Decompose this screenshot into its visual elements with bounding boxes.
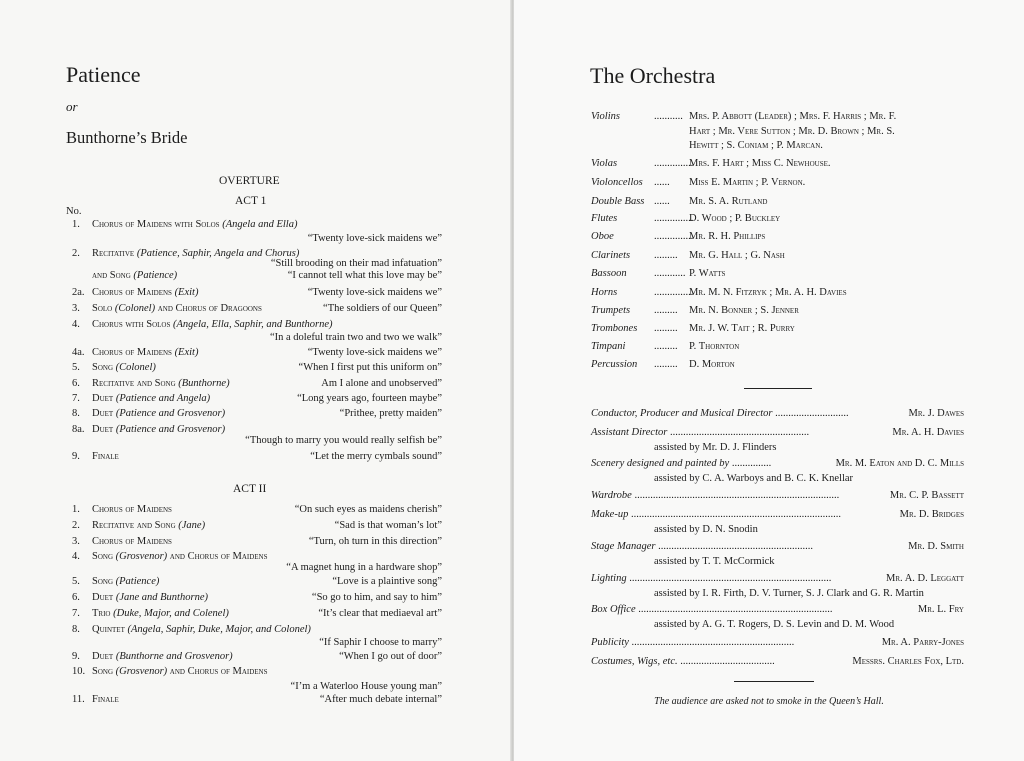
item-description-part: Chorus of Maidens	[92, 347, 175, 358]
item-quote: “Love is a plaintive song”	[332, 576, 442, 587]
item-number: 9.	[72, 651, 80, 662]
item-description-part: Duet	[92, 651, 116, 662]
item-description-part: and Chorus of Dragoons	[157, 303, 262, 314]
instrument-name: Violas	[591, 158, 618, 169]
item-number: 11.	[72, 694, 85, 705]
item-description-part: Duet	[92, 408, 116, 419]
staff-role-line	[591, 541, 813, 552]
item-number: 5.	[72, 362, 80, 373]
instrument-name: Double Bass	[591, 196, 645, 207]
item-description-part: (Patience and Grosvenor)	[115, 424, 226, 435]
item-description-part: (Jane)	[178, 520, 206, 531]
dot-leader: .....................................................	[667, 427, 810, 438]
item-number: 8.	[72, 624, 80, 635]
item-number: 6.	[72, 592, 80, 603]
item-description-part: (Jane and Bunthorne)	[115, 592, 208, 603]
item-quote: “Let the merry cymbals sound”	[310, 451, 442, 462]
item-description-part: Chorus of Maidens	[92, 287, 175, 298]
item-description-part: Duet	[92, 393, 116, 404]
dot-leader: ...............	[654, 158, 694, 169]
staff-role: Scenery designed and painted by	[591, 458, 730, 469]
item-description-part: Song	[92, 576, 116, 587]
item-quote: “On such eyes as maidens cherish”	[294, 504, 442, 515]
staff-name: Mr. D. Smith	[908, 541, 964, 552]
item-number: 4.	[72, 319, 80, 330]
item-description-part: (Angela, Saphir, Duke, Major, and Colonel)	[127, 624, 311, 635]
item-quote: “I cannot tell what this love may be”	[287, 270, 442, 281]
instrument-name: Violoncellos	[591, 177, 643, 188]
dot-leader: .........	[654, 323, 678, 334]
item-description-part: (Grosvenor)	[115, 551, 170, 562]
staff-assistants: assisted by A. G. T. Rogers, D. S. Levin and D. M. Wood	[654, 619, 895, 630]
staff-assistants: assisted by Mr. D. J. Flinders	[654, 442, 777, 453]
item-quote: Am I alone and unobserved”	[321, 378, 442, 389]
item-description	[92, 270, 177, 281]
item-quote: “When I first put this uniform on”	[298, 362, 442, 373]
item-description-part: (Grosvenor)	[115, 666, 170, 677]
player-names: Mr. R. H. Phillips	[689, 231, 766, 242]
player-names: P. Thornton	[689, 341, 740, 352]
item-description-part: (Duke, Major, and Colenel)	[113, 608, 229, 619]
player-names: Miss E. Martin ; P. Vernon.	[689, 177, 806, 188]
item-description-part: and Chorus of Maidens	[169, 666, 268, 677]
item-description-part: (Patience, Saphir, Angela and Chorus)	[136, 248, 300, 259]
dot-leader: ......	[654, 196, 670, 207]
page-title: Patience	[66, 62, 141, 87]
title-or: or	[66, 99, 78, 114]
player-names: Mr. M. N. Fitzryk ; Mr. A. H. Davies	[689, 287, 847, 298]
item-description-part: Recitative and Song	[92, 378, 179, 389]
item-number: 4.	[72, 551, 80, 562]
item-description-part: (Patience)	[133, 270, 178, 281]
item-description	[92, 651, 233, 662]
item-description	[92, 424, 225, 435]
item-description	[92, 536, 172, 547]
item-quote: “Twenty love-sick maidens we”	[307, 233, 442, 244]
dot-leader: ......	[654, 177, 670, 188]
dot-leader: ....................................	[677, 656, 775, 667]
item-description-part: (Exit)	[174, 287, 199, 298]
item-number: 6.	[72, 378, 80, 389]
instrument-name: Timpani	[591, 341, 626, 352]
instrument-name: Oboe	[591, 231, 614, 242]
dot-leader: ...............	[654, 287, 694, 298]
item-description	[92, 408, 225, 419]
item-quote: “It’s clear that mediaeval art”	[318, 608, 442, 619]
player-names: Hart ; Mr. Vere Sutton ; Mr. D. Brown ; Mr. S.	[689, 125, 895, 137]
number-label: No.	[66, 206, 82, 217]
item-quote: “When I go out of door”	[339, 651, 442, 662]
item-description	[92, 347, 198, 358]
dot-leader: ...........	[654, 111, 683, 122]
instrument-name: Trombones	[591, 323, 638, 334]
item-quote: “Twenty love-sick maidens we”	[307, 287, 442, 298]
item-description-part: Song	[92, 362, 116, 373]
item-description	[92, 576, 159, 587]
item-description	[92, 248, 299, 259]
staff-name: Mr. M. Eaton and D. C. Mills	[835, 458, 964, 469]
item-description-part: Finale	[92, 694, 119, 705]
item-quote: “Though to marry you would really selfish be”	[245, 435, 442, 446]
overture-heading: OVERTURE	[219, 175, 280, 187]
item-description	[92, 362, 156, 373]
staff-role: Wardrobe	[591, 490, 632, 501]
item-description	[92, 451, 119, 462]
instrument-name: Horns	[591, 287, 618, 298]
staff-role-line	[591, 637, 794, 648]
item-description	[92, 319, 333, 330]
item-quote: “If Saphir I choose to marry”	[319, 637, 442, 648]
dot-leader: ................................................................................	[628, 509, 841, 520]
item-description-part: Chorus of Maidens	[92, 536, 172, 547]
item-description	[92, 287, 198, 298]
item-description-part: (Bunthorne)	[178, 378, 230, 389]
item-number: 9.	[72, 451, 80, 462]
staff-role: Costumes, Wigs, etc.	[591, 656, 678, 667]
item-description-part: Chorus with Solos	[92, 319, 173, 330]
item-description	[92, 608, 229, 619]
item-description-part: (Patience and Angela)	[115, 393, 211, 404]
item-description-part: Finale	[92, 451, 119, 462]
dot-leader: .........	[654, 359, 678, 370]
instrument-name: Bassoon	[591, 268, 627, 279]
item-description	[92, 303, 262, 314]
player-names: Mrs. F. Hart ; Miss C. Newhouse.	[689, 158, 831, 169]
staff-role: Publicity	[591, 637, 629, 648]
staff-role-line	[591, 458, 771, 469]
staff-assistants: assisted by D. N. Snodin	[654, 524, 758, 535]
player-names: P. Watts	[689, 268, 726, 279]
item-description-part: Chorus of Maidens	[92, 504, 172, 515]
staff-name: Mr. A. H. Davies	[892, 427, 964, 438]
staff-role-line	[591, 656, 775, 667]
dot-leader: .........	[654, 250, 678, 261]
item-description-part: (Colonel)	[114, 303, 158, 314]
item-quote: “In a doleful train two and two we walk”	[269, 332, 442, 343]
item-description-part: Recitative	[92, 248, 137, 259]
item-description-part: (Patience and Grosvenor)	[115, 408, 226, 419]
item-number: 2a.	[72, 287, 85, 298]
staff-assistants: assisted by T. T. McCormick	[654, 556, 775, 567]
dot-leader: .........	[654, 305, 678, 316]
staff-role-line	[591, 490, 839, 501]
item-description-part: (Bunthorne and Grosvenor)	[115, 651, 233, 662]
item-number: 8a.	[72, 424, 85, 435]
item-quote: “Turn, oh turn in this direction”	[308, 536, 442, 547]
staff-role-line	[591, 427, 809, 438]
dot-leader: ...............	[729, 458, 772, 469]
item-number: 4a.	[72, 347, 85, 358]
instrument-name: Percussion	[591, 359, 638, 370]
staff-role-line	[591, 408, 849, 419]
dot-leader: ............................	[772, 408, 849, 419]
player-names: Mr. N. Bonner ; S. Jenner	[689, 305, 799, 316]
item-quote: “A magnet hung in a hardware shop”	[286, 562, 442, 573]
staff-assistants: assisted by C. A. Warboys and B. C. K. Knellar	[654, 473, 854, 484]
item-quote: “Twenty love-sick maidens we”	[307, 347, 442, 358]
item-quote: “Sad is that woman’s lot”	[334, 520, 442, 531]
item-description	[92, 624, 311, 635]
item-number: 7.	[72, 393, 80, 404]
player-names: Mr. S. A. Rutland	[689, 196, 768, 207]
staff-role: Conductor, Producer and Musical Director	[591, 408, 773, 419]
item-description-part: Chorus of Maidens with Solos	[92, 219, 223, 230]
item-description-part: (Angela, Ella, Saphir, and Bunthorne)	[173, 319, 333, 330]
item-number: 7.	[72, 608, 80, 619]
staff-role-line	[591, 573, 831, 584]
item-description	[92, 378, 230, 389]
item-description	[92, 504, 172, 515]
item-description-part: (Colonel)	[115, 362, 156, 373]
staff-role: Stage Manager	[591, 541, 656, 552]
staff-role: Box Office	[591, 604, 636, 615]
item-description-part: Duet	[92, 592, 116, 603]
item-description-part: and Song	[92, 270, 134, 281]
dot-leader: ..............................................................	[628, 637, 795, 648]
item-description-part: Solo	[92, 303, 115, 314]
smoking-notice: The audience are asked not to smoke in the Queen’s Hall.	[654, 696, 884, 707]
instrument-name: Violins	[591, 111, 620, 122]
item-quote: “Prithee, pretty maiden”	[339, 408, 442, 419]
staff-role: Make-up	[591, 509, 629, 520]
staff-name: Mr. D. Bridges	[899, 509, 964, 520]
player-names: Hewitt ; S. Coniam ; P. Marcan.	[689, 140, 823, 151]
item-description-part: Quintet	[92, 624, 128, 635]
item-description-part: Trio	[92, 608, 114, 619]
right-page	[514, 0, 1024, 761]
page-subtitle: Bunthorne’s Bride	[66, 128, 188, 147]
item-description	[92, 666, 268, 677]
item-number: 10.	[72, 666, 86, 677]
item-description-part: (Patience)	[115, 576, 160, 587]
item-description	[92, 393, 210, 404]
item-number: 8.	[72, 408, 80, 419]
staff-name: Mr. C. P. Bassett	[889, 490, 964, 501]
item-description	[92, 551, 268, 562]
item-quote: “Long years ago, fourteen maybe”	[297, 393, 442, 404]
orchestra-title: The Orchestra	[590, 63, 716, 88]
item-number: 3.	[72, 536, 80, 547]
staff-assistants: assisted by I. R. Firth, D. V. Turner, S. J. Clark and G. R. Martin	[654, 588, 924, 599]
item-description-part: Song	[92, 551, 116, 562]
staff-role: Lighting	[591, 573, 627, 584]
item-description-part: (Exit)	[174, 347, 199, 358]
staff-role-line	[591, 604, 832, 615]
dot-leader: ...........................................................	[655, 541, 813, 552]
item-quote: “Still brooding on their mad infatuation”	[270, 258, 442, 269]
dot-leader: .........	[654, 341, 678, 352]
staff-role-line	[591, 509, 841, 520]
player-names: Mr. J. W. Tait ; R. Purry	[689, 323, 795, 334]
player-names: D. Morton	[689, 359, 735, 370]
dot-leader: ...............	[654, 231, 694, 242]
item-description	[92, 219, 297, 230]
dot-leader: ............	[654, 268, 686, 279]
item-description	[92, 592, 208, 603]
item-number: 5.	[72, 576, 80, 587]
item-description-part: Duet	[92, 424, 116, 435]
dot-leader: ...............	[654, 213, 694, 224]
instrument-name: Clarinets	[591, 250, 631, 261]
item-number: 2.	[72, 520, 80, 531]
player-names: Mr. G. Hall ; G. Nash	[689, 250, 785, 261]
item-quote: “After much debate internal”	[319, 694, 442, 705]
item-number: 1.	[72, 504, 80, 515]
staff-name: Mr. L. Fry	[917, 604, 964, 615]
player-names: D. Wood ; P. Buckley	[689, 213, 781, 224]
staff-name: Messrs. Charles Fox, Ltd.	[852, 656, 964, 667]
item-description-part: Song	[92, 666, 116, 677]
section-divider	[744, 388, 812, 389]
instrument-name: Trumpets	[591, 305, 631, 316]
item-description	[92, 694, 119, 705]
act2-heading: ACT II	[233, 483, 267, 495]
staff-name: Mr. A. Parry-Jones	[881, 637, 964, 648]
item-quote: “The soldiers of our Queen”	[323, 303, 442, 314]
footer-divider	[734, 681, 814, 682]
dot-leader: ..........................................................................	[635, 604, 833, 615]
item-description-part: Recitative and Song	[92, 520, 179, 531]
act1-heading: ACT 1	[235, 195, 267, 207]
item-description-part: and Chorus of Maidens	[169, 551, 268, 562]
staff-role: Assistant Director	[591, 427, 668, 438]
staff-name: Mr. A. D. Leggatt	[886, 573, 964, 584]
item-description-part: (Angela and Ella)	[222, 219, 298, 230]
item-number: 2.	[72, 248, 80, 259]
item-number: 1.	[72, 219, 80, 230]
dot-leader: .............................................................................	[626, 573, 832, 584]
player-names: Mrs. P. Abbott (Leader) ; Mrs. F. Harris ; Mr. F.	[689, 111, 897, 122]
item-quote: “So go to him, and say to him”	[311, 592, 442, 603]
item-number: 3.	[72, 303, 80, 314]
staff-name: Mr. J. Dawes	[908, 408, 964, 419]
item-quote: “I’m a Waterloo House young man”	[290, 681, 442, 692]
instrument-name: Flutes	[591, 213, 618, 224]
item-description	[92, 520, 205, 531]
dot-leader: ..............................................................................	[631, 490, 840, 501]
